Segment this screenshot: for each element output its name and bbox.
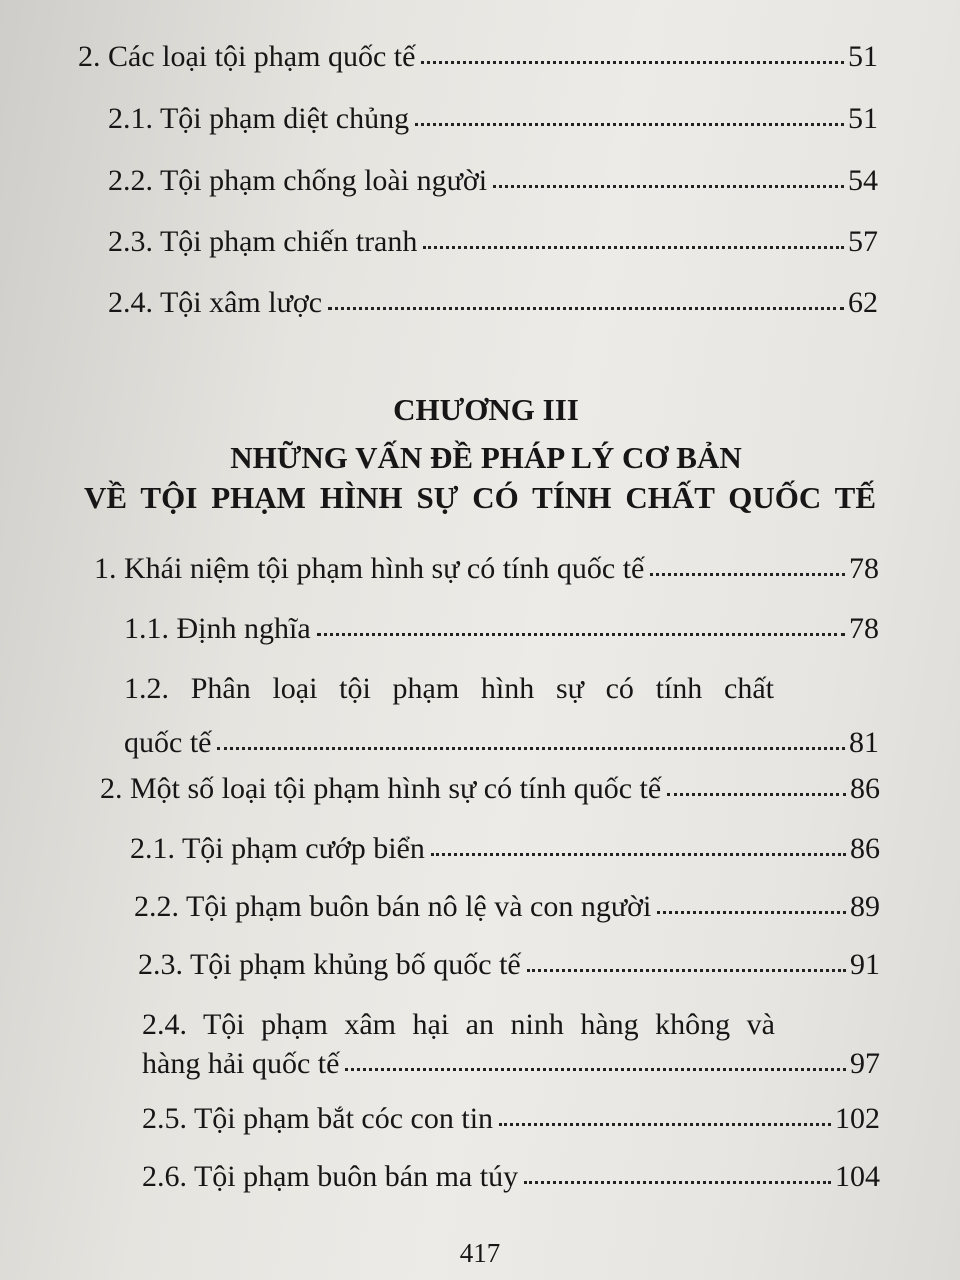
toc-entry-page: 51	[848, 102, 878, 135]
toc-entry-label: 2.4. Tội xâm lược	[108, 286, 323, 319]
toc-entry-label-line1: 2.4. Tội phạm xâm hại an ninh hàng không và	[142, 1008, 775, 1041]
toc-entry	[124, 726, 879, 760]
toc-entry	[142, 1102, 880, 1136]
toc-leader-dots	[415, 123, 844, 126]
toc-entry-label: quốc tế	[124, 726, 212, 759]
toc-entry	[100, 772, 880, 806]
toc-entry-page: 91	[850, 948, 880, 981]
toc-entry-label: 2. Một số loại tội phạm hình sự có tính quốc tế	[100, 772, 662, 805]
toc-leader-dots	[650, 573, 845, 576]
toc-entry-label: 2.6. Tội phạm buôn bán ma túy	[142, 1160, 519, 1193]
toc-entry	[108, 225, 878, 259]
chapter-title-line2: VỀ TỘI PHẠM HÌNH SỰ CÓ TÍNH CHẤT QUỐC TẾ	[84, 480, 876, 515]
toc-entry-label: 1.1. Định nghĩa	[124, 612, 311, 645]
page-number: 417	[459, 1238, 501, 1268]
toc-entry-page: 81	[849, 726, 879, 759]
toc-entry-label: 1. Khái niệm tội phạm hình sự có tính quốc tế	[94, 552, 645, 585]
toc-entry-label: 2.3. Tội phạm chiến tranh	[108, 225, 418, 258]
toc-entry-label: 2.1. Tội phạm cướp biển	[130, 832, 425, 865]
toc-entry-page: 78	[849, 552, 879, 585]
toc-leader-dots	[345, 1068, 846, 1071]
toc-leader-dots	[421, 61, 844, 64]
toc-entry-page: 89	[850, 890, 880, 923]
toc-entry	[108, 164, 878, 198]
toc-entry-page: 51	[848, 40, 878, 73]
toc-entry	[142, 1160, 880, 1194]
toc-entry	[142, 1047, 880, 1081]
toc-entry	[138, 948, 880, 982]
toc-entry-label: 2.5. Tội phạm bắt cóc con tin	[142, 1102, 494, 1135]
toc-entry-page: 86	[850, 832, 880, 865]
toc-leader-dots	[524, 1181, 831, 1184]
chapter-title-line1: NHỮNG VẤN ĐỀ PHÁP LÝ CƠ BẢN	[230, 440, 742, 475]
toc-entry	[108, 102, 878, 136]
toc-leader-dots	[493, 185, 844, 188]
toc-entry-label: 2. Các loại tội phạm quốc tế	[78, 40, 416, 73]
toc-leader-dots	[317, 633, 845, 636]
toc-entry-page: 104	[835, 1160, 880, 1193]
toc-leader-dots	[499, 1123, 831, 1126]
toc-entry-label: 2.1. Tội phạm diệt chủng	[108, 102, 410, 135]
toc-entry	[134, 890, 880, 924]
toc-leader-dots	[657, 911, 846, 914]
toc-entry	[130, 832, 880, 866]
toc-leader-dots	[217, 747, 845, 750]
toc-entry-label: 2.2. Tội phạm chống loài người	[108, 164, 488, 197]
toc-entry-page: 62	[848, 286, 878, 319]
toc-leader-dots	[431, 853, 846, 856]
toc-entry-label-line1: 1.2. Phân loại tội phạm hình sự có tính chất	[124, 672, 774, 705]
toc-entry-page: 97	[850, 1047, 880, 1080]
toc-entry-page: 86	[850, 772, 880, 805]
toc-leader-dots	[328, 307, 844, 310]
toc-entry	[108, 286, 878, 320]
toc-entry-page: 57	[848, 225, 878, 258]
toc-entry-page: 78	[849, 612, 879, 645]
toc-leader-dots	[423, 246, 844, 249]
toc-entry	[124, 612, 879, 646]
toc-entry-label: 2.2. Tội phạm buôn bán nô lệ và con người	[134, 890, 652, 923]
toc-entry-page: 102	[835, 1102, 880, 1135]
toc-leader-dots	[667, 793, 846, 796]
toc-entry-label: 2.3. Tội phạm khủng bố quốc tế	[138, 948, 521, 981]
toc-entry	[78, 40, 878, 74]
toc-entry-page: 54	[848, 164, 878, 197]
toc-entry-label: hàng hải quốc tế	[142, 1047, 340, 1080]
chapter-number: CHƯƠNG III	[393, 392, 579, 427]
toc-entry	[94, 552, 879, 586]
toc-leader-dots	[527, 969, 846, 972]
